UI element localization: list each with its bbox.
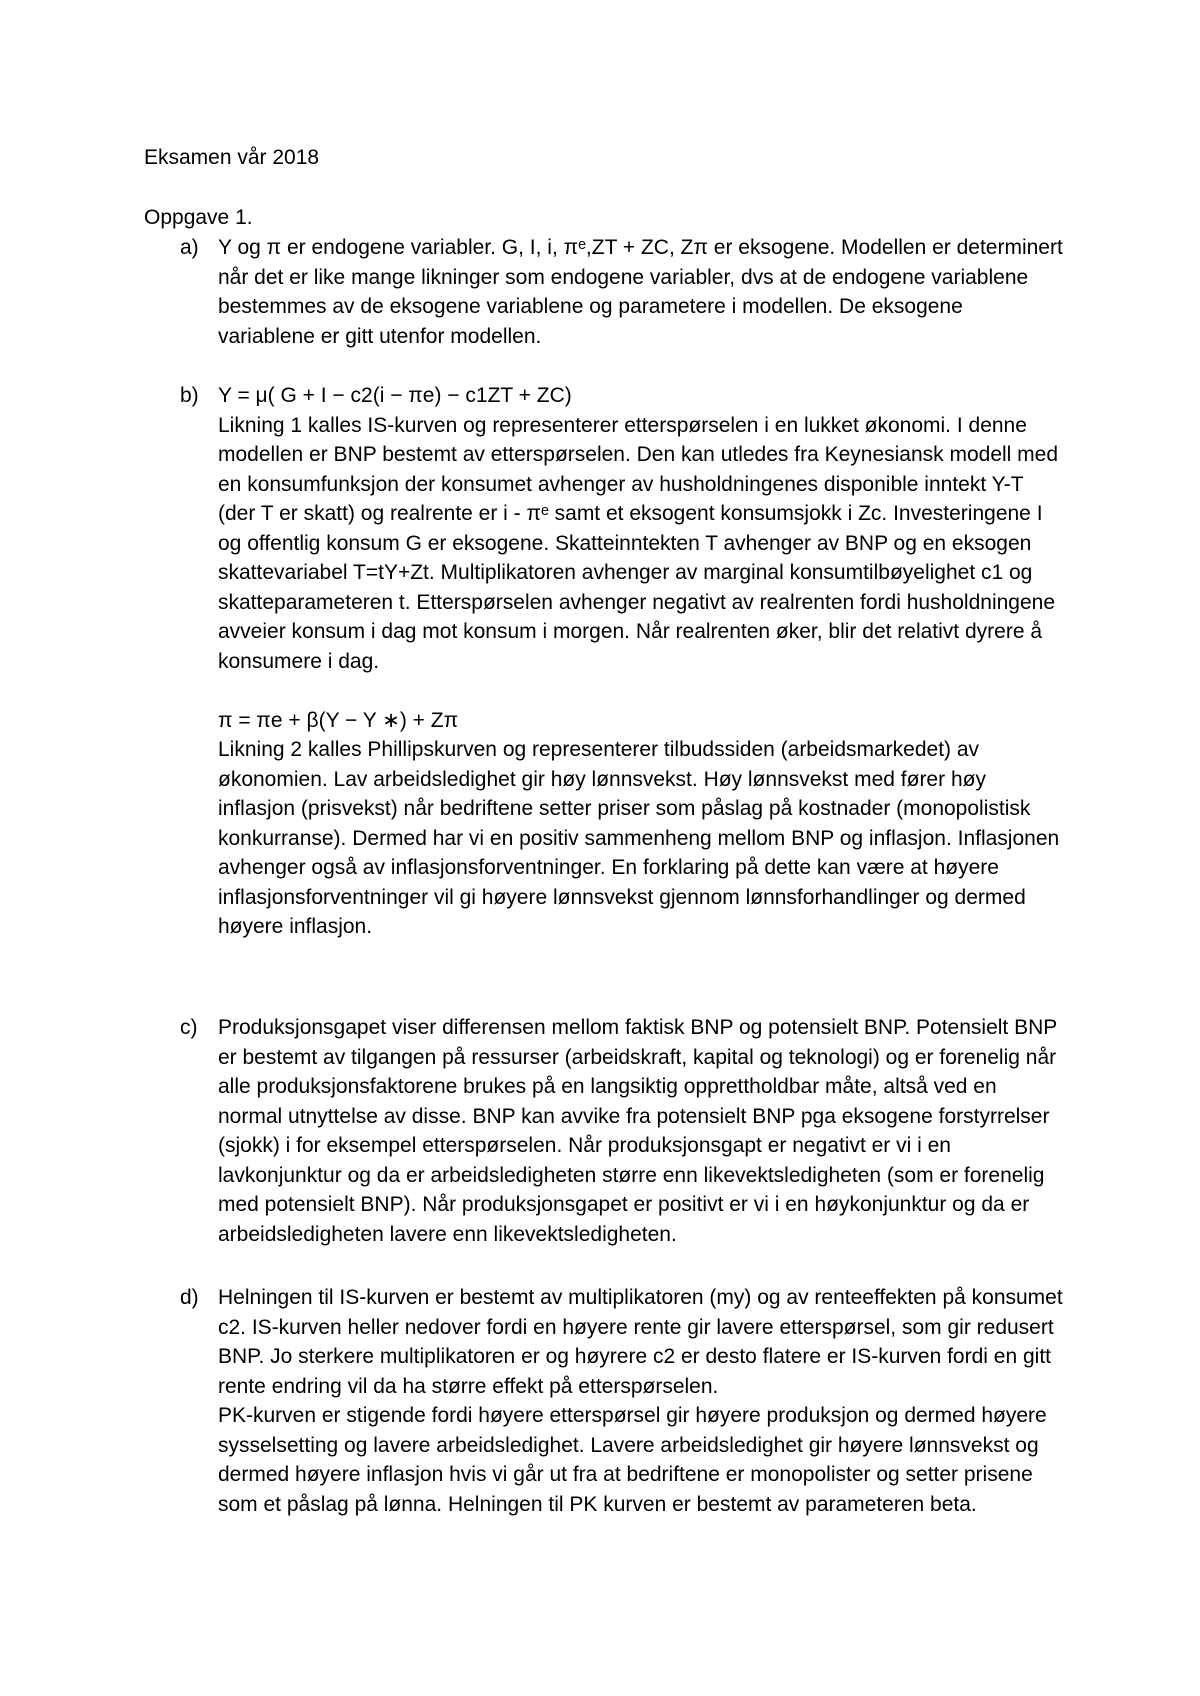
item-b-label: b) xyxy=(180,384,199,407)
item-d-paragraph-2: PK-kurven er stigende fordi høyere etterspørsel gir høyere produksjon og dermed høyere sysselsetting og lavere arbeidsledighet. Lavere arbeidsledighet gir høyere lønnsvekst og dermed høyere inflasjon hvis vi går ut fra at bedriftene er monopolister og setter prisene som et påslag på lønna. Helningen til PK kurven er bestemt av parameteren beta. xyxy=(218,1404,1047,1516)
is-curve-equation: Y = μ( G + I − c2(i − πe) − c1ZT + ZC) xyxy=(218,384,572,407)
item-b xyxy=(144,381,1064,942)
phillips-curve-equation: π = πe + β(Y − Y ∗) + Zπ xyxy=(218,708,459,732)
item-d xyxy=(144,1283,1064,1519)
item-a-text: Y og π er endogene variabler. G, I, i, πᵉ,ZT + ZC, Zπ er eksogene. Modellen er determinert når det er like mange likninger som endogene variabler, dvs at de endogene variablene bestemmes av de eksogene variablene og parametere i modellen. De eksogene variablene er gitt utenfor modellen. xyxy=(218,236,1063,348)
item-a xyxy=(144,233,1064,351)
task-heading: Oppgave 1. xyxy=(144,206,253,229)
item-a-label: a) xyxy=(180,236,199,259)
item-c-text: Produksjonsgapet viser differensen mellom faktisk BNP og potensielt BNP. Potensielt BNP er bestemt av tilgangen på ressurser (arbeidskraft, kapital og teknologi) og er forenelig når alle produksjonsfaktorene brukes på en langsiktig opprettholdbar måte, altså ved en normal utnyttelse av disse. BNP kan avvike fra potensielt BNP pga eksogene forstyrrelser (sjokk) i for eksempel etterspørselen. Når produksjonsgapt er negativt er vi i en lavkonjunktur og da er arbeidsledigheten større enn likevektsledigheten (som er forenelig med potensielt BNP). Når produksjonsgapet er positivt er vi i en høykonjunktur og da er arbeidsledigheten lavere enn likevektsledigheten. xyxy=(218,1016,1057,1246)
document-title: Eksamen vår 2018 xyxy=(144,146,320,169)
item-d-paragraph-1: Helningen til IS-kurven er bestemt av multiplikatoren (my) og av renteeffekten på konsumet c2. IS-kurven heller nedover fordi en høyere rente gir lavere etterspørsel, som gir redusert BNP. Jo sterkere multiplikatoren er og høyrere c2 er desto flatere er IS-kurven fordi en gitt rente endring vil da ha større effekt på etterspørselen. xyxy=(218,1286,1063,1398)
item-c xyxy=(144,1013,1064,1249)
item-d-label: d) xyxy=(180,1286,199,1309)
item-b-paragraph-2: Likning 2 kalles Phillipskurven og representerer tilbudssiden (arbeidsmarkedet) av økonomien. Lav arbeidsledighet gir høy lønnsvekst. Høy lønnsvekst med fører høy inflasjon (prisvekst) når bedriftene setter priser som påslag på kostnader (monopolistisk konkurranse). Dermed har vi en positiv sammenheng mellom BNP og inflasjon. Inflasjonen avhenger også av inflasjonsforventninger. En forklaring på dette kan være at høyere inflasjonsforventninger vil gi høyere lønnsvekst gjennom lønnsforhandlinger og dermed høyere inflasjon. xyxy=(218,738,1060,938)
item-c-label: c) xyxy=(180,1016,198,1039)
item-b-paragraph-1: Likning 1 kalles IS-kurven og representerer etterspørselen i en lukket økonomi. I denne modellen er BNP bestemt av etterspørselen. Den kan utledes fra Keynesiansk modell med en konsumfunksjon der konsumet avhenger av husholdningenes disponible inntekt Y-T (der T er skatt) og realrente er i - πᵉ samt et eksogent konsumsjokk i Zc. Investeringene I og offentlig konsum G er eksogene. Skatteinntekten T avhenger av BNP og en eksogen skattevariabel T=tY+Zt. Multiplikatoren avhenger av marginal konsumtilbøyelighet c1 og skatteparameteren t. Etterspørselen avhenger negativt av realrenten fordi husholdningene avveier konsum i dag mot konsum i morgen. Når realrenten øker, blir det relativt dyrere å konsumere i dag. xyxy=(218,413,1059,673)
